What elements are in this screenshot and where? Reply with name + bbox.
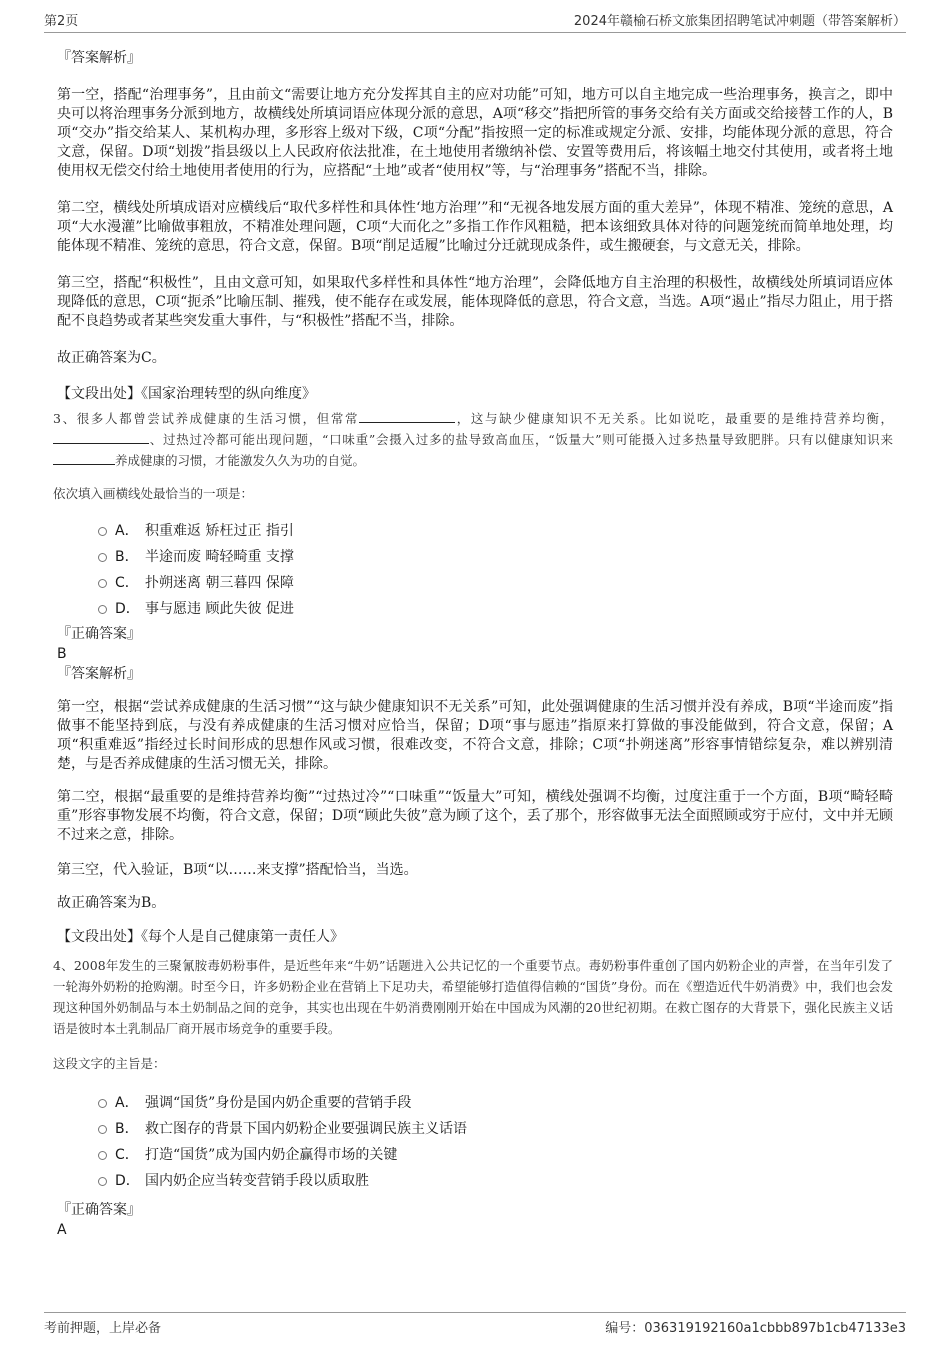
q3-analysis-p1: 第一空，根据“尝试养成健康的生活习惯”“这与缺少健康知识不无关系”可知，此处强调健康的生活习惯并没有养成，B项“半途而废”指做事不能坚持到底，与没有养成健康的生活习惯对应恰当，保留；D项“事与愿违”指原来打算做的事没能做到，符合文意，保留；A项“积重难返”指经过长时间形成的思想作风或习惯，很难改变，不符合文意，排除；C项“扑朔迷离”形容事情错综复杂，难以辨别清楚，与是否养成健康的生活习惯无关，排除。 — [57, 699, 893, 772]
q3-conclusion: 故正确答案为B。 — [57, 895, 166, 911]
q3-stem-part-b: ，这与缺少健康知识不无关系。比如说吃，最重要的是维持营养均衡， — [455, 411, 893, 426]
q3-options — [57, 518, 893, 622]
option-letter: B． — [115, 549, 139, 565]
q2-source — [57, 384, 893, 404]
q3-option-d[interactable] — [57, 596, 893, 622]
radio-icon[interactable] — [98, 527, 107, 536]
q3-stem-part-a: 3、很多人都曾尝试养成健康的生活习惯，但常常 — [53, 411, 360, 426]
q3-analysis-p2: 第二空，根据“最重要的是维持营养均衡”“过热过冷”“口味重”“饭量大”可知，横线处强调不均衡，过度注重于一个方面，B项“畸轻畸重”形容事物发展不均衡，符合文意，保留；D项“顾此失彼”意为顾了这个，丢了那个，形容做事无法全面照顾或穷于应付，文中并无顾不过来之意，排除。 — [57, 789, 893, 843]
footer-slogan: 考前押题，上岸必备 — [44, 1321, 162, 1336]
q3-correct-answer: B — [57, 646, 67, 662]
document-title: 2024年赣榆石桥文旅集团招聘笔试冲刺题（带答案解析） — [573, 14, 906, 29]
q3-option-c[interactable] — [57, 570, 893, 596]
option-letter: C． — [115, 1147, 139, 1163]
document-id: 编号：036319192160a1cbbb897b1cb47133e3 — [605, 1321, 906, 1336]
option-letter: B． — [115, 1121, 139, 1137]
q3-option-a[interactable] — [57, 518, 893, 544]
q4-correct-label: 『正确答案』 — [57, 1202, 141, 1218]
q2-analysis-p2: 第二空，横线处所填成语对应横线后“取代多样性和具体性‘地方治理’”和“无视各地发展方面的重大差异”，体现不精准、笼统的意思，A项“大水漫灌”比喻做事粗放，不精准处理问题，C项“大而化之”多指工作作风粗糙，把本该细致具体对待的问题笼统而简单地处理，均能体现不精准、笼统的意思，符合文意，保留。B项“削足适履”比喻过分迁就现成条件，或生搬硬套，与文意无关，排除。 — [57, 200, 893, 254]
q4-prompt: 这段文字的主旨是： — [53, 1056, 166, 1071]
option-letter: C． — [115, 575, 139, 591]
option-letter: A． — [115, 523, 139, 539]
option-text: 救亡图存的背景下国内奶粉企业要强调民族主义话语 — [145, 1121, 467, 1137]
option-text: 强调“国货”身份是国内奶企重要的营销手段 — [145, 1095, 412, 1111]
option-text: 积重难返 矫枉过正 指引 — [145, 523, 294, 539]
q4-correct-answer: A — [57, 1222, 67, 1238]
q4-option-d[interactable] — [57, 1168, 893, 1194]
page-footer — [44, 1312, 906, 1339]
q3-stem-part-c: 、过热过冷都可能出现问题，“口味重”会摄入过多的盐导致高血压，“饭量大”则可能摄入过多热量导致肥胖。只有以健康知识来 — [149, 432, 893, 447]
q2-source-title: 《国家治理转型的纵向维度》 — [141, 386, 316, 402]
q4-option-b[interactable] — [57, 1116, 893, 1142]
q3-source-label: 【文段出处】 — [57, 929, 141, 945]
radio-icon[interactable] — [98, 1099, 107, 1108]
q3-option-b[interactable] — [57, 544, 893, 570]
q3-prompt: 依次填入画横线处最恰当的一项是： — [53, 486, 254, 501]
q3-blank-3 — [53, 452, 115, 465]
radio-icon[interactable] — [98, 553, 107, 562]
option-text: 半途而废 畸轻畸重 支撑 — [145, 549, 294, 565]
option-letter: A． — [115, 1095, 139, 1111]
radio-icon[interactable] — [98, 1125, 107, 1134]
radio-icon[interactable] — [98, 605, 107, 614]
q4-options — [57, 1090, 893, 1194]
page-content — [53, 42, 893, 1240]
q3-blank-1 — [359, 410, 455, 423]
radio-icon[interactable] — [98, 1177, 107, 1186]
q3-stem-part-d: 养成健康的习惯，才能激发久久为功的自觉。 — [115, 453, 366, 468]
q3-source-title: 《每个人是自己健康第一责任人》 — [141, 929, 344, 945]
q3-analysis-label: 『答案解析』 — [57, 666, 141, 682]
q3-analysis-p3: 第三空，代入验证，B项“以……来支撑”搭配恰当，当选。 — [57, 862, 418, 878]
q3-correct-label: 『正确答案』 — [57, 626, 141, 642]
q2-conclusion: 故正确答案为C。 — [57, 350, 166, 366]
q3-source — [57, 927, 893, 947]
q2-analysis-p1: 第一空，搭配“治理事务”，且由前文“需要让地方充分发挥其自主的应对功能”可知，地方可以自主地完成一些治理事务，换言之，即中央可以将治理事务分派到地方，故横线处所填词语应体现分派的意思，A项“移交”指把所管的事务交给有关方面或交给接替工作的人，B项“交办”指交给某人、某机构办理，多形容上级对下级，C项“分配”指按照一定的标准或规定分派、安排，均能体现分派的意思，符合文意，保留。D项“划拨”指县级以上人民政府依法批准，在土地使用者缴纳补偿、安置等费用后，将该幅土地交付其使用，或者将土地使用权无偿交付给土地使用者使用的行为，应搭配“土地”或者“使用权”等，与“治理事务”搭配不当，排除。 — [57, 87, 893, 179]
q2-analysis-p3: 第三空，搭配“积极性”，且由文意可知，如果取代多样性和具体性“地方治理”，会降低地方自主治理的积极性，故横线处所填词语应体现降低的意思，C项“扼杀”比喻压制、摧残，使不能存在或发展，能体现降低的意思，符合文意，当选。A项“遏止”指尽力阻止，用于搭配不良趋势或者某些突发重大事件，与“积极性”搭配不当，排除。 — [57, 275, 893, 329]
option-letter: D． — [115, 1173, 140, 1189]
q3-stem — [53, 408, 893, 471]
q2-analysis-label: 『答案解析』 — [57, 50, 141, 66]
radio-icon[interactable] — [98, 579, 107, 588]
option-text: 扑朔迷离 朝三暮四 保障 — [145, 575, 294, 591]
q3-blank-2 — [53, 431, 149, 444]
q4-option-c[interactable] — [57, 1142, 893, 1168]
q2-source-label: 【文段出处】 — [57, 386, 141, 402]
q4-option-a[interactable] — [57, 1090, 893, 1116]
option-text: 国内奶企应当转变营销手段以质取胜 — [145, 1173, 369, 1189]
option-text: 打造“国货”成为国内奶企赢得市场的关键 — [145, 1147, 398, 1163]
option-text: 事与愿违 顾此失彼 促进 — [145, 601, 294, 617]
q4-stem: 4、2008年发生的三聚氰胺毒奶粉事件，是近些年来“牛奶”话题进入公共记忆的一个重要节点。毒奶粉事件重创了国内奶粉企业的声誉，在当年引发了一轮海外奶粉的抢购潮。时至今日，许多奶粉企业在营销上下足功夫，希望能够打造值得信赖的“国货”身份。而在《塑造近代牛奶消费》中，我们也会发现这种国外奶制品与本土奶制品之间的竞争，其实也出现在牛奶消费刚刚开始在中国成为风潮的20世纪初期。在救亡图存的大背景下，强化民族主义话语是彼时本土乳制品厂商开展市场竞争的重要手段。 — [53, 958, 893, 1036]
page-header — [44, 6, 906, 33]
option-letter: D． — [115, 601, 140, 617]
page-number: 第2页 — [44, 14, 79, 29]
radio-icon[interactable] — [98, 1151, 107, 1160]
